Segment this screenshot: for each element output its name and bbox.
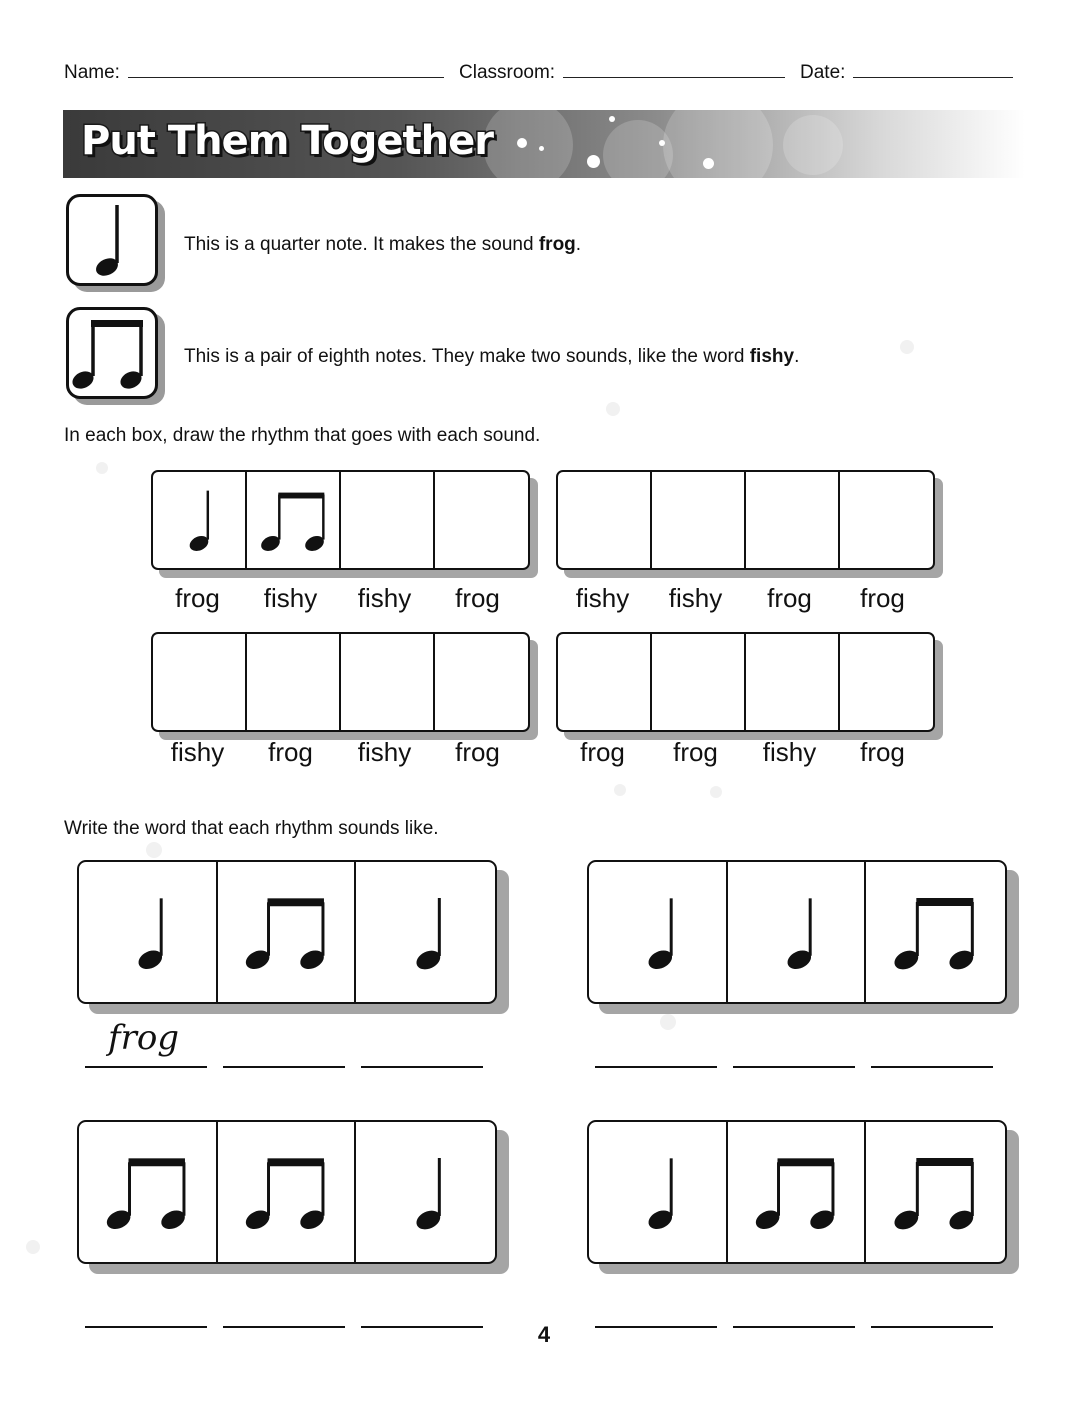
quarter-note-icon (69, 197, 155, 283)
rhythm-cell (589, 862, 728, 1002)
background-spot (26, 1240, 40, 1254)
draw-box[interactable] (652, 472, 746, 568)
draw-rhythm-strip-2 (556, 470, 935, 570)
answer-blank[interactable] (871, 1066, 993, 1068)
sound-label: fishy (357, 583, 412, 613)
quarter-note-icon (79, 862, 216, 1002)
rhythm-cell (79, 1122, 218, 1262)
date-blank[interactable] (853, 76, 1013, 78)
draw-box[interactable] (153, 472, 247, 568)
sound-label: fishy (762, 737, 817, 767)
name-field-row (64, 62, 444, 84)
background-spot (146, 842, 162, 858)
sound-label: frog (268, 737, 313, 767)
classroom-label: Classroom: (459, 62, 556, 83)
quarter-note-description: This is a quarter note. It makes the sound frog. (184, 234, 582, 255)
draw-box[interactable] (652, 634, 746, 730)
rhythm-cell (866, 1122, 1005, 1262)
date-field-row (800, 62, 1013, 84)
draw-box[interactable] (558, 472, 652, 568)
quarter-note-icon (356, 862, 495, 1002)
rhythm-strip-1 (77, 860, 497, 1004)
eighth-notes-icon (69, 310, 155, 396)
date-label: Date: (800, 62, 846, 83)
sound-label: frog (175, 583, 220, 613)
background-spot (606, 402, 620, 416)
classroom-blank[interactable] (563, 76, 785, 78)
quarter-note-card (66, 194, 158, 286)
sound-label: frog (860, 737, 905, 767)
eighth-notes-word: fishy (749, 346, 795, 367)
draw-box[interactable] (558, 634, 652, 730)
sound-label: fishy (170, 737, 225, 767)
draw-box[interactable] (746, 634, 840, 730)
rhythm-strip-4 (587, 1120, 1007, 1264)
quarter-note-icon (589, 862, 726, 1002)
sound-label: fishy (263, 583, 318, 613)
quarter-note-icon (589, 1122, 726, 1262)
eighth-notes-card (66, 307, 158, 399)
draw-rhythm-strip-3 (151, 632, 530, 732)
draw-box[interactable] (341, 634, 435, 730)
background-spot (96, 462, 108, 474)
rhythm-cell (728, 862, 867, 1002)
answer-blank[interactable] (361, 1066, 483, 1068)
sound-label: frog (580, 737, 625, 767)
background-spot (900, 340, 914, 354)
quarter-note-icon (153, 472, 245, 568)
sound-label: frog (860, 583, 905, 613)
answer-blank[interactable] (595, 1066, 717, 1068)
eighth-notes-icon (866, 862, 1005, 1002)
draw-rhythm-strip-4 (556, 632, 935, 732)
eighth-notes-icon (218, 1122, 355, 1262)
rhythm-cell (356, 862, 495, 1002)
rhythm-cell (866, 862, 1005, 1002)
classroom-field-row (459, 62, 785, 84)
eighth-notes-icon (728, 1122, 865, 1262)
background-spot (614, 784, 626, 796)
page-title: Put Them Together (81, 118, 494, 164)
answer-blank[interactable] (85, 1066, 207, 1068)
sound-label: frog (673, 737, 718, 767)
sound-label: frog (455, 583, 500, 613)
sound-label: frog (767, 583, 812, 613)
draw-box[interactable] (840, 634, 933, 730)
rhythm-strip-3 (77, 1120, 497, 1264)
draw-box[interactable] (341, 472, 435, 568)
answer-blank[interactable] (223, 1066, 345, 1068)
section1-instruction: In each box, draw the rhythm that goes with each sound. (64, 425, 541, 446)
sound-label: fishy (668, 583, 723, 613)
title-banner (63, 110, 1025, 178)
name-label: Name: (64, 62, 120, 83)
section2-instruction: Write the word that each rhythm sounds like. (64, 818, 439, 839)
eighth-notes-icon (247, 472, 339, 568)
eighth-notes-icon (218, 862, 355, 1002)
draw-box[interactable] (247, 634, 341, 730)
quarter-note-word: frog (538, 234, 576, 255)
draw-box[interactable] (153, 634, 247, 730)
quarter-note-icon (356, 1122, 495, 1262)
eighth-notes-description: This is a pair of eighth notes. They make two sounds, like the word fishy. (184, 346, 800, 367)
background-spot (660, 1014, 676, 1030)
quarter-note-icon (728, 862, 865, 1002)
page-number: 4 (537, 1322, 551, 1347)
background-spot (710, 786, 722, 798)
rhythm-cell (218, 1122, 357, 1262)
rhythm-cell (79, 862, 218, 1002)
draw-box[interactable] (840, 472, 933, 568)
rhythm-cell (589, 1122, 728, 1262)
draw-box[interactable] (746, 472, 840, 568)
rhythm-cell (218, 862, 357, 1002)
draw-box[interactable] (435, 634, 528, 730)
name-blank[interactable] (128, 76, 444, 78)
sound-label: frog (455, 737, 500, 767)
draw-box[interactable] (435, 472, 528, 568)
rhythm-cell (356, 1122, 495, 1262)
rhythm-strip-2 (587, 860, 1007, 1004)
eighth-notes-icon (79, 1122, 216, 1262)
eighth-notes-icon (866, 1122, 1005, 1262)
draw-box[interactable] (247, 472, 341, 568)
rhythm-cell (728, 1122, 867, 1262)
sound-label: fishy (357, 737, 412, 767)
draw-rhythm-strip-1 (151, 470, 530, 570)
example-answer: frog (108, 1018, 180, 1058)
sound-label: fishy (575, 583, 630, 613)
answer-blank[interactable] (733, 1066, 855, 1068)
